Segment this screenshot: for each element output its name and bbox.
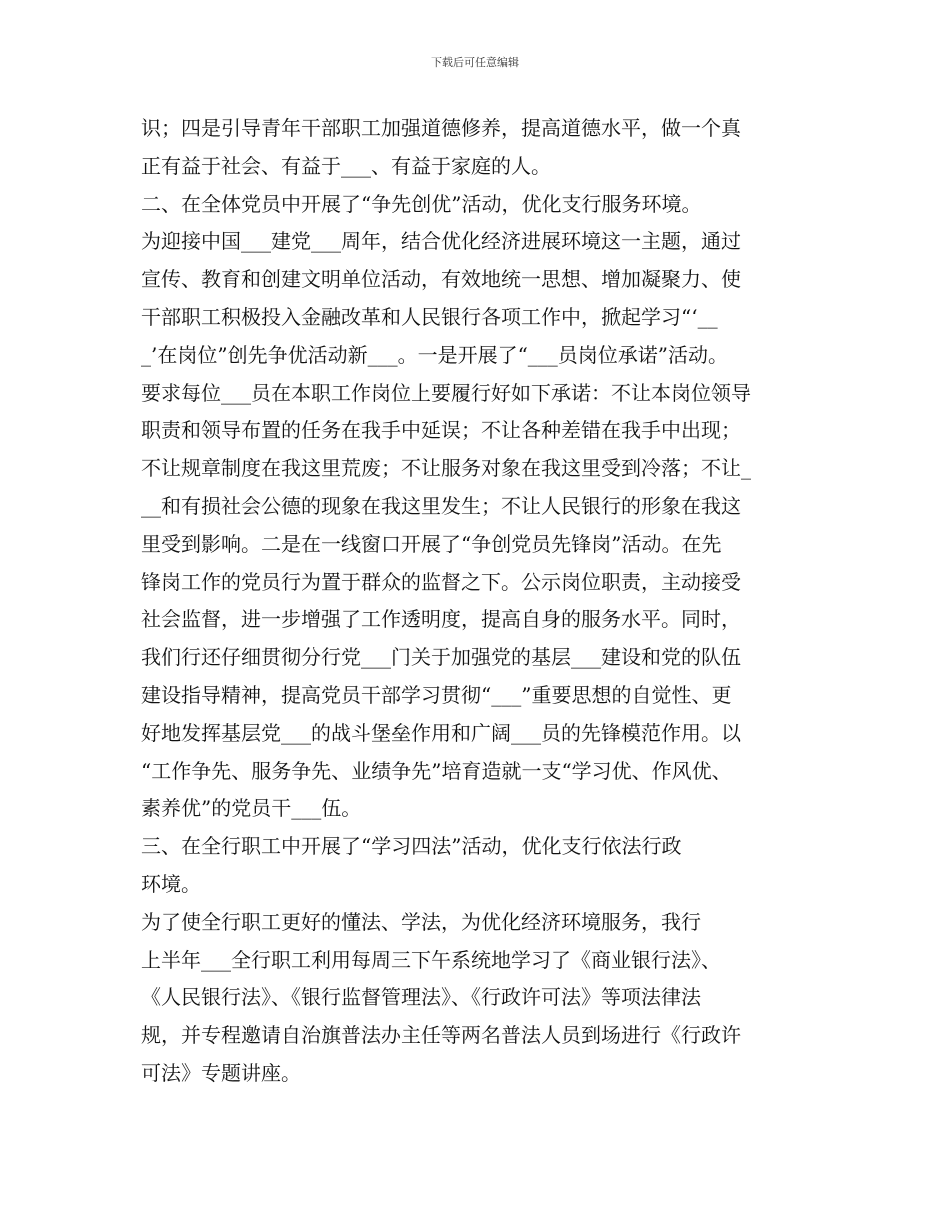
text-line: 二、在全体党员中开展了“争先创优”活动，优化支行服务环境。 — [141, 191, 702, 216]
text-line: 好地发挥基层党___的战斗堡垒作用和广阔___员的先锋模范作用。以 — [141, 720, 741, 745]
page-header: 下载后可任意编辑 — [431, 56, 519, 69]
text-line: __和有损社会公德的现象在我这里发生；不让人民银行的形象在我这 — [141, 493, 741, 518]
text-line: 为迎接中国___建党___周年，结合优化经济进展环境这一主题，通过 — [141, 229, 741, 254]
text-line: 《人民银行法》、《银行监督管理法》、《行政许可法》等项法律法 — [141, 985, 701, 1010]
text-line: 素养优”的党员干___伍。 — [141, 796, 362, 821]
text-line: 宣传、教育和创建文明单位活动，有效地统一思想、增加凝聚力、使 — [141, 267, 741, 292]
text-line: 职责和领导布置的任务在我手中延误；不让各种差错在我手中出现； — [141, 418, 741, 443]
text-line: 可法》专题讲座。 — [141, 1060, 301, 1085]
text-line: 里受到影响。二是在一线窗口开展了“争创党员先锋岗”活动。在先 — [141, 531, 722, 556]
text-line: 上半年___全行职工利用每周三下午系统地学习了《商业银行法》、 — [141, 947, 721, 972]
text-line: 锋岗工作的党员行为置于群众的监督之下。公示岗位职责，主动接受 — [141, 569, 741, 594]
text-line: 建设指导精神，提高党员干部学习贯彻“___”重要思想的自觉性、更 — [141, 682, 732, 707]
document-body — [141, 110, 821, 1093]
text-line: 环境。 — [141, 871, 201, 896]
text-line: 识；四是引导青年干部职工加强道德修养，提高道德水平，做一个真 — [141, 116, 741, 140]
text-line: 社会监督，进一步增强了工作透明度，提高自身的服务水平。同时， — [141, 607, 741, 632]
text-line: 三、在全行职工中开展了“学习四法”活动，优化支行依法行政 — [141, 834, 682, 859]
text-line: “工作争先、服务争先、业绩争先”培育造就一支“学习优、作风优、 — [141, 758, 732, 783]
text-line: _’在岗位”创先争优活动新___。一是开展了“___员岗位承诺”活动。 — [141, 342, 729, 367]
text-line: 不让规章制度在我这里荒废；不让服务对象在我这里受到冷落；不让_ — [141, 456, 751, 481]
text-line: 干部职工积极投入金融改革和人民银行各项工作中，掀起学习“‘__ — [141, 304, 718, 329]
text-line: 为了使全行职工更好的懂法、学法，为优化经济环境服务，我行 — [141, 909, 701, 934]
text-line: 要求每位___员在本职工作岗位上要履行好如下承诺：不让本岗位领导 — [141, 380, 751, 405]
text-line: 我们行还仔细贯彻分行党___门关于加强党的基层___建设和党的队伍 — [141, 645, 741, 670]
text-line: 正有益于社会、有益于___、有益于家庭的人。 — [141, 153, 551, 178]
text-line: 规，并专程邀请自治旗普法办主任等两名普法人员到场进行《行政许 — [141, 1023, 741, 1048]
